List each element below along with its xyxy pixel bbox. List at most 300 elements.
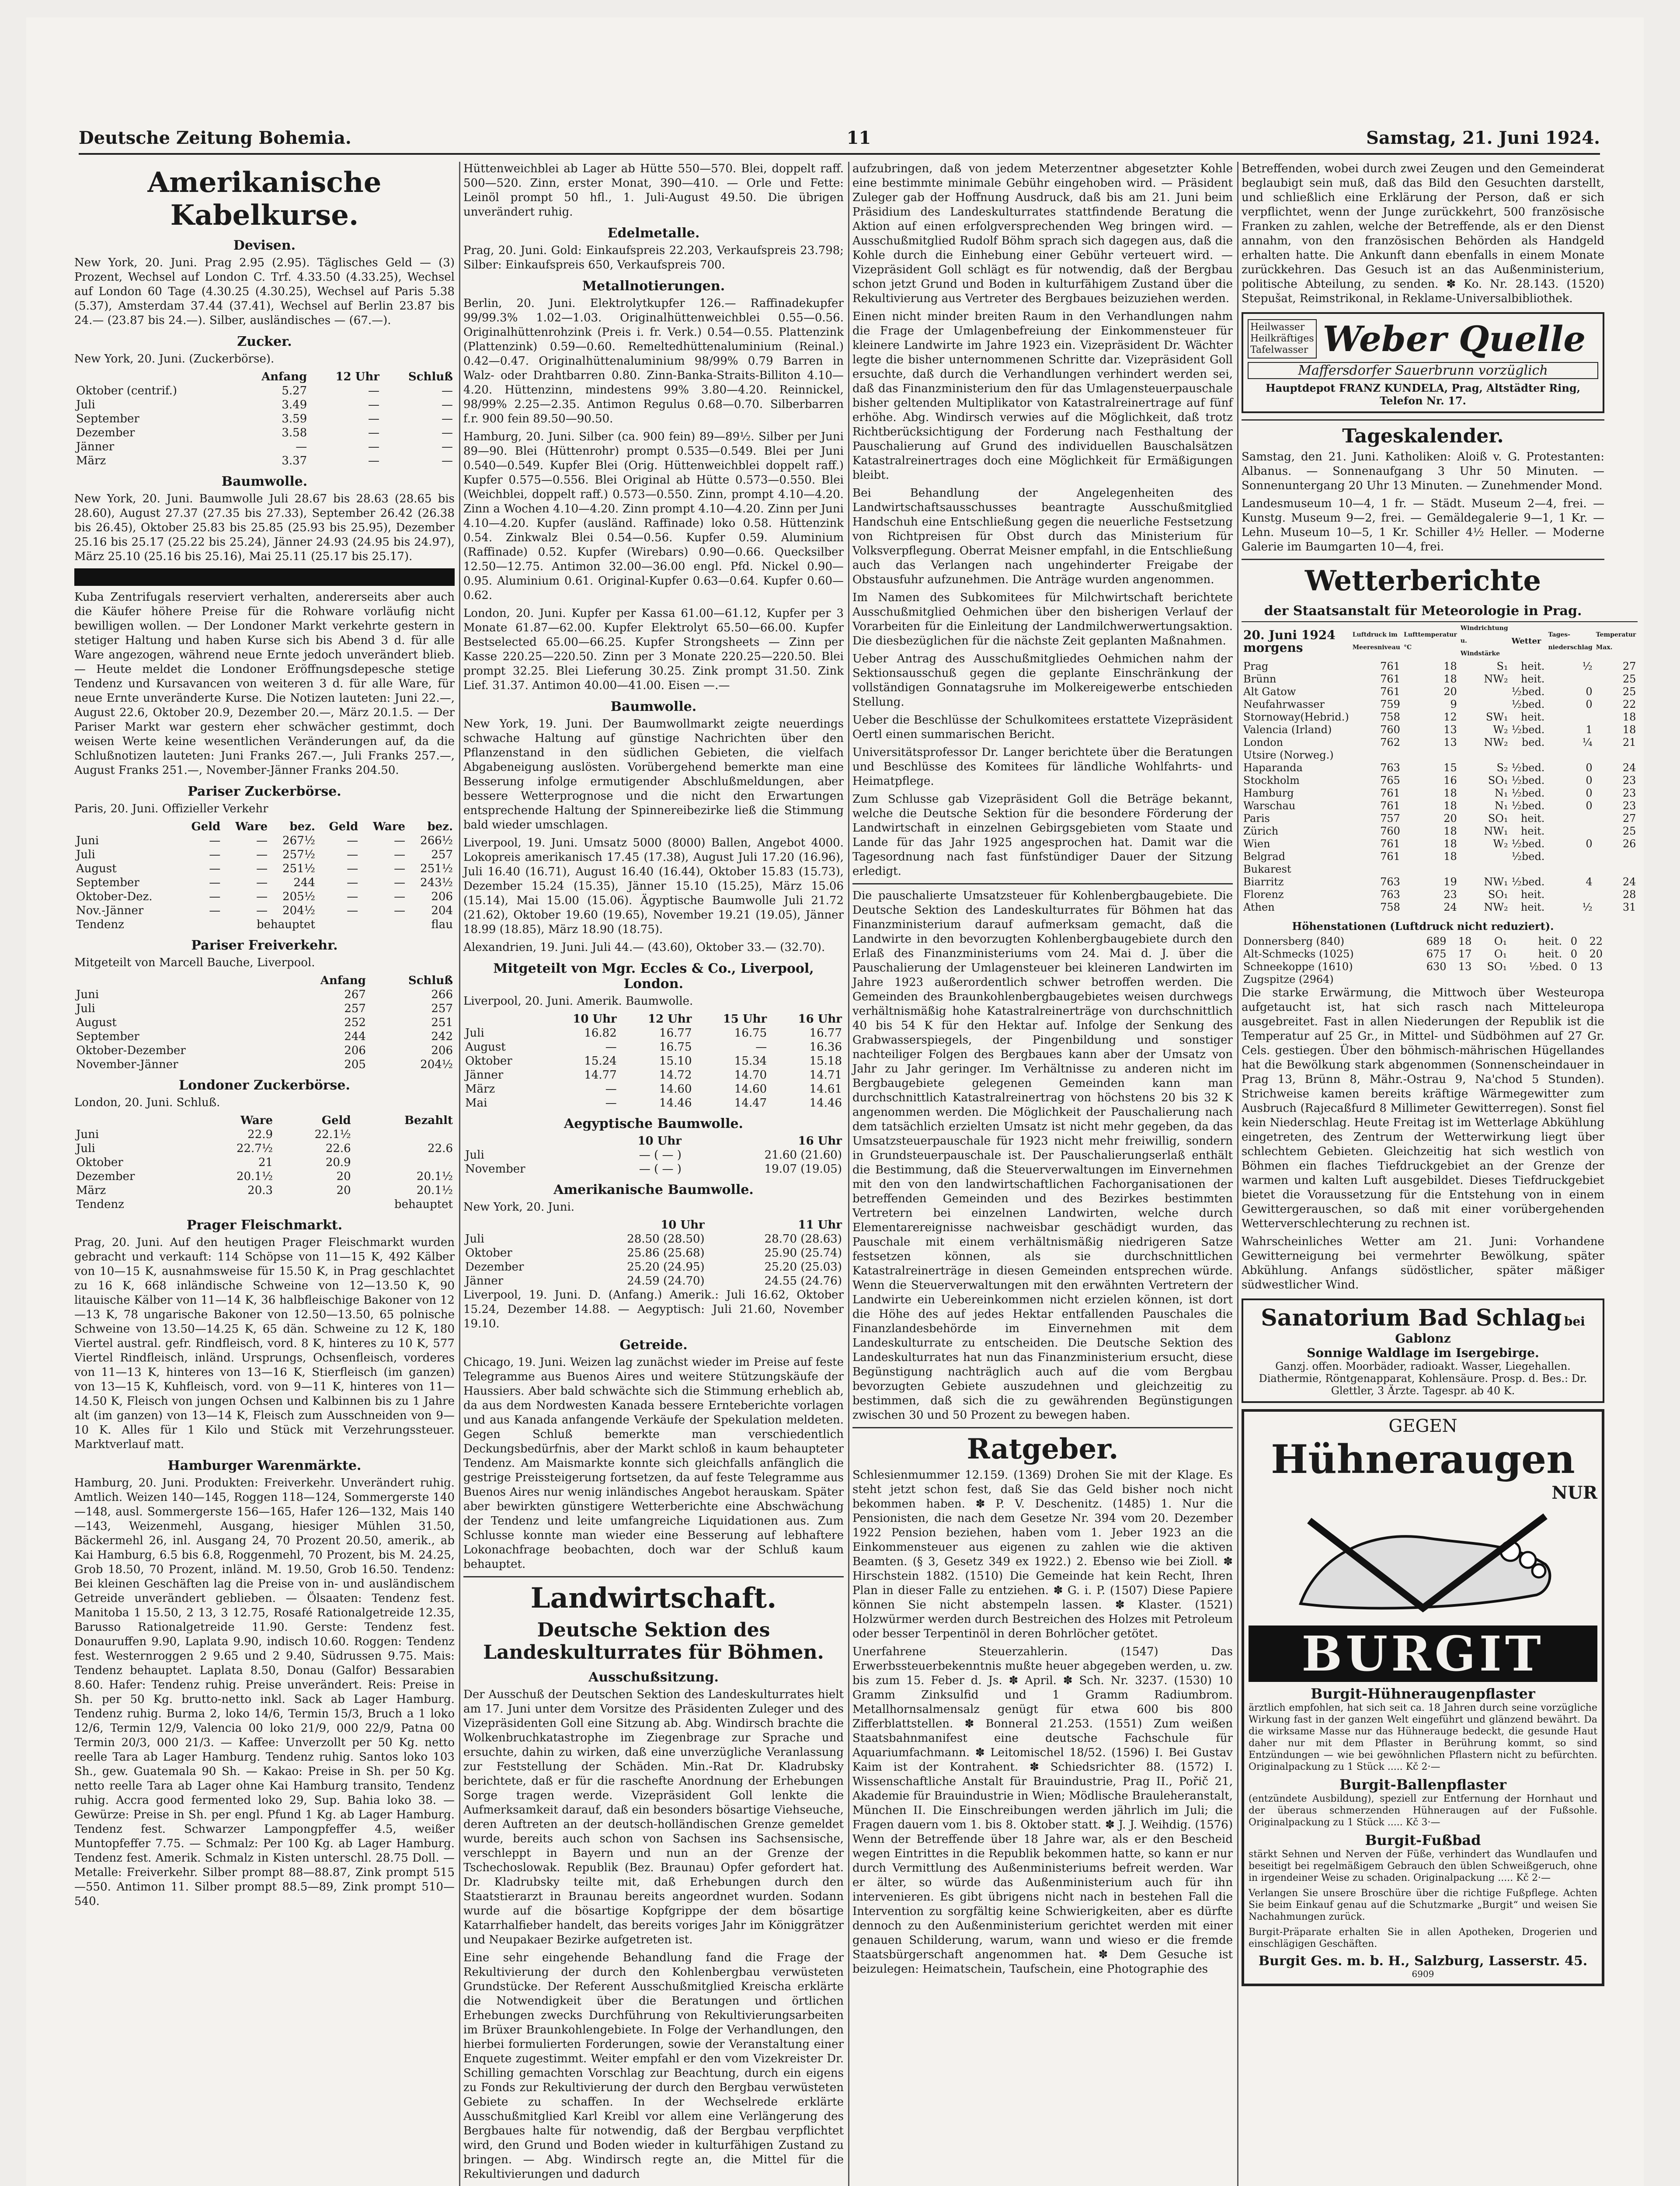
table-cell xyxy=(1546,863,1594,876)
table-cell: behauptet xyxy=(257,918,315,931)
table-cell: 20 xyxy=(1443,812,1457,825)
table-cell: 18 xyxy=(1622,711,1636,723)
table-header: Anfang xyxy=(320,974,366,987)
table-cell: 22.1½ xyxy=(314,1128,351,1141)
table-header: Windrichtung u. Windstärke xyxy=(1460,625,1508,657)
table-cell: August xyxy=(76,862,117,875)
table-header: 12 Uhr xyxy=(647,1013,692,1026)
table-cell: 20.1½ xyxy=(236,1170,273,1183)
table-cell: Hamburg xyxy=(1243,787,1294,799)
table-cell: SO₁ xyxy=(1488,888,1508,901)
table-cell: 18 xyxy=(1443,850,1457,863)
table-cell: 22 xyxy=(1622,698,1636,710)
table-cell xyxy=(1594,850,1638,863)
table-cell: Jänner xyxy=(76,440,115,453)
table-cell: S₁ xyxy=(1496,660,1508,672)
table-cell: 24.59 (24.70) xyxy=(627,1274,705,1288)
table-cell: Belgrad xyxy=(1243,850,1286,863)
zucker-table xyxy=(74,370,455,468)
table-cell: ¼ xyxy=(1582,736,1593,748)
table-header xyxy=(74,370,234,384)
table-cell: 17 xyxy=(1458,948,1472,960)
hoehenstationen-heading: Höhenstationen (Luftdruck nicht reduziert). xyxy=(1292,920,1554,933)
divider-rule xyxy=(1242,419,1604,421)
ambw-table xyxy=(463,1218,844,1288)
column-divider xyxy=(459,162,460,2186)
table-cell: heit. xyxy=(1538,948,1562,960)
divider-rule xyxy=(852,883,1233,884)
table-cell: 19 xyxy=(1443,876,1457,888)
table-cell: Wien xyxy=(1243,838,1270,850)
table-cell: Oktober xyxy=(465,1246,512,1260)
wetter-table-body xyxy=(1242,660,1638,914)
table-cell: Oktober xyxy=(76,1156,123,1169)
table-cell: NW₁ xyxy=(1484,876,1508,888)
table-cell: 758 xyxy=(1380,901,1400,913)
table-row xyxy=(74,398,455,412)
table-cell: 0 xyxy=(1586,800,1593,812)
ratgeber-text-2: Unerfahrene Steuerzahlerin. (1547) Das Erwerbssteuerbekenntnis mußte heuer abgegeben werden, u. zw. bis zum 15. Feber d. Js. ✽ April. ✽ Sch. Nr. 3237. (1530) 10 Gramm Zinksulfid und 1 Gramm Radiumbrom. Metallhornsalmensalz genügt für etwa 600 bis 800 Zifferblattstellen. ✽ Bonneral 21.253. (1551) Zum weißen Staatsbahnmanifest eine deutsche Fachschule für Aquariumfachmann. ✽ Leitomischel 18/52. (1596) I. Bei Gustav Kaim ist der Kontrahent. ✽ Schiedsrichter 88. (1572) I. Wissenschaftliche Anstalt für Brauindustrie, Prag II., Pořič 21, Akademie für Brauindustrie in Wien; Mödlische Brauleheranstalt, München II. Die Einschreibungen werden jährlich im Juli; die Fragen dauern vom 1. bis 8. Oktober statt. ✽ J. J. Weihdig. (1576) Wenn der Betreffende über 18 Jahre war, als er den Bescheid wegen Eintrittes in die Republik bekommen hatte, so kann er nur durch Vermittlung des Außenministeriums befreit werden. War er älter, so würde das Außenministerium auch für ihn intervenieren. Es gibt übrigens nicht nach in bestehen Fall die Intervention zu sorgfältig keine Schwierigkeiten, aber es dürfte dennoch zu den Außenministerium gerichtet werden mit einer genauen Schilderung, warum, wann und wieso er die fremde Staatsbürgerschaft angenommen hat. ✽ Dem Gesuche ist beizulegen: Heimatschein, Taufschein, eine Photographie des xyxy=(852,1645,1233,1976)
table-cell: heit. xyxy=(1520,660,1545,672)
column-2 xyxy=(463,162,844,2185)
ad-sanatorium-subtitle: Sonnige Waldlage im Isergebirge. xyxy=(1307,1346,1539,1360)
table-row xyxy=(463,1068,844,1082)
table-cell: Schneekoppe (1610) xyxy=(1243,961,1353,973)
table-cell: — xyxy=(368,384,379,397)
table-cell: 16.36 xyxy=(809,1041,842,1054)
ad-burgit-brochure-text: Verlangen Sie unsere Broschüre über die richtige Fußpflege. Achten Sie beim Einkauf genau auf die Schutzmarke „Burgit“ und weisen Sie Nachahmungen zurück. xyxy=(1249,1888,1597,1922)
table-cell: — xyxy=(347,834,358,847)
table-cell: 759 xyxy=(1380,698,1400,710)
table-cell: Utsire (Norweg.) xyxy=(1243,749,1334,761)
section-title-kabelkurse: Amerikanische Kabelkurse. xyxy=(147,166,382,232)
table-cell: 689 xyxy=(1426,935,1447,947)
table-cell: Oktober (centrif.) xyxy=(76,384,177,397)
table-cell: 27 xyxy=(1622,660,1636,672)
table-row xyxy=(74,384,455,398)
table-row xyxy=(463,1260,844,1274)
table-cell: 244 xyxy=(344,1030,366,1043)
table-cell: 22.7½ xyxy=(236,1142,273,1155)
ambw-subtitle: New York, 20. Juni. xyxy=(463,1201,575,1214)
table-cell xyxy=(1546,673,1594,686)
table-row xyxy=(1242,800,1638,812)
table-cell: 22.9 xyxy=(247,1128,273,1141)
table-cell: heit. xyxy=(1520,711,1545,723)
table-cell: SO₁ xyxy=(1488,774,1508,787)
table-cell: 14.71 xyxy=(809,1069,842,1082)
section-title-ratgeber: Ratgeber. xyxy=(967,1433,1119,1465)
table-cell: 206 xyxy=(431,1044,453,1057)
table-cell: Juli xyxy=(76,1002,95,1015)
table-row xyxy=(463,1148,844,1162)
table-row xyxy=(74,1058,455,1072)
table-cell: 25 xyxy=(1622,686,1636,698)
table-cell: 13 xyxy=(1589,961,1603,973)
table-cell xyxy=(1402,749,1459,762)
heading-edelmetalle: Edelmetalle. xyxy=(607,226,700,241)
table-cell: Juli xyxy=(76,1142,95,1155)
table-cell: ½bed. xyxy=(1511,876,1545,888)
wetter-table xyxy=(1242,621,1638,914)
table-row xyxy=(1242,888,1638,901)
getreide-text: Chicago, 19. Juni. Weizen lag zunächst wieder im Preise auf feste Telegramme aus Buenos Aires und weitere Stützungskäufe der Haussiers. Aber bald schwächte sich die Stimmung erheblich ab, da aus dem Nordwesten Kanada bessere Ernteberichte vorlagen und aus Kanada anfangende Verkäufe der Spekulation meldeten. Gegen Schluß bemerkte man verschiedentlich Deckungsbedürfnis, aber der Markt schloß in kaum behaupteter Tendenz. Am Maismarkte konnte sich gleichfalls anfänglich die gestrige Preissteigerung fortsetzen, da auf feste Telegramme aus Buenos Aires nur wenig inländisches Angebot herauskam. Später aber bewirkten günstigere Wetterberichte eine Abschwächung der Tendenz und leite umfangreiche Liquidationen aus. Zum Schlusse konnte man wieder eine Besserung auf lebhaftere Lokonachfrage beobachten, doch war der Schluß kaum behauptet. xyxy=(463,1356,844,1571)
table-cell: — xyxy=(256,890,268,903)
table-row xyxy=(1242,973,1604,986)
table-cell: 20.3 xyxy=(247,1184,273,1197)
table-cell: 763 xyxy=(1380,762,1400,774)
table-cell: Juni xyxy=(76,834,99,847)
table-cell: flau xyxy=(431,918,453,931)
table-cell: 205½ xyxy=(282,890,315,903)
table-cell: 205 xyxy=(344,1058,366,1071)
table-cell: — xyxy=(209,890,221,903)
heading-metallnotierungen: Metallnotierungen. xyxy=(582,278,725,294)
table-cell: November-Jänner xyxy=(76,1058,178,1071)
table-row xyxy=(1242,686,1638,698)
hamburg-text: Hamburg, 20. Juni. Produkten: Freiverkehr. Unverändert ruhig. Amtlich. Weizen 140—145, Roggen 118—124, Sommergerste 140—148, ausl. Sommergerste 156—165, Hafer 126—132, Mais 140—143, Weizenmehl, Ausgang, hiesiger Mühlen 31.50, Bäckermehl 26, inl. Ausgang 24, 70 Prozent 20.50, amerik., ab Kai Hamburg, 6.5 bis 6.8, Roggenmehl, 70 Prozent, bis M. 24.25, Grob 18.50, 70 Prozent, inländ. M. 19.50, Grob 16.50. Tendenz: Bei kleinen Geschäften lag die Preise von in- und ausländischem Getreide unverändert geblieben. — Ölsaaten: Tendenz fest. Manitoba 1 15.50, 2 13, 3 12.75, Rosafé Rationalgetreide 12.35, Barusso Rationalgetreide 11.90. Gerste: Tendenz fest. Donauruffen 9.90, Laplata 9.90, indisch 10.60. Roggen: Tendenz fest. Westernroggen 2 9.65 und 2 9.40, Südrussen 9.75. Mais: Tendenz behauptet. Laplata 8.50, Donau (Galfor) Bessarabien 8.60. Hafer: Tendenz ruhig. Preise unverändert. Reis: Preise in Sh. per 50 Kg. brutto-netto inkl. Sack ab Lager Hamburg. Tendenz ruhig. Burma 2, loko 14/6, Termin 15/3, Bruch a 1 loko 12/6, Termin 12/9, Valencia 00 loko 21/9, 000 22/9, Patna 00 Termin 20/3, 000 21/3. — Kaffee: Unverzollt per 50 Kg. netto reelle Tara ab Lager Hamburg. Tendenz ruhig. Santos loko 103 Sh., gew. Guatemala 90 Sh. — Kakao: Preise in Sh. per 50 Kg. netto reelle Tara ab Lager ohne Kai Hamburg transito, Tendenz ruhig. Accra good fermented loko 29, Sup. Bahia loko 38. — Gewürze: Preise in Sh. per engl. Pfund 1 Kg. ab Lager Hamburg. Tendenz fest. Schwarzer Lampongpfeffer 4.5, weißer Muntopfeffer 7.75. — Schmalz: Per 100 Kg. ab Lager Hamburg. Tendenz fest. Amerik. Schmalz in Kisten unterschl. 28.75 Doll. — Metalle: Freiverkehr. Silber prompt 88—88.87, Zink prompt 515—550. Antimon 11. Silber prompt 88.5—89, Zink prompt 510—540. xyxy=(74,1476,455,1908)
table-header: Schluß xyxy=(408,974,453,987)
table-cell: Dezember xyxy=(465,1260,524,1274)
freiverkehr-subtitle: Mitgeteilt von Marcell Bauche, Liverpool. xyxy=(74,956,315,969)
table-cell xyxy=(1546,850,1594,863)
table-cell: 20 xyxy=(1589,948,1603,960)
table-row xyxy=(74,454,455,468)
table-cell: W₂ xyxy=(1493,724,1508,736)
table-cell: — xyxy=(394,876,406,889)
landwirtschaft-subtitle: Deutsche Sektion des Landeskulturrates für Böhmen. xyxy=(483,1619,824,1664)
table-row xyxy=(1242,762,1638,774)
table-cell xyxy=(1448,973,1474,986)
table-header xyxy=(463,1012,543,1026)
table-cell: — xyxy=(368,454,379,467)
metall-hamburg-text: Hamburg, 20. Juni. Silber (ca. 900 fein) 89—89½. Silber per Juni 89—90. Blei (Hüttenrohr) prompt 0.535—0.549. Blei per Juni 0.540—0.549. Kupfer Blei (Orig. Hüttenweichblei doppelt raff.) Kupfer 0.575—0.556. Blei Original ab Hütte 0.573—0.550. Blei (Weichblei, doppelt raff.) 0.573—0.550. Zinn, prompt 4.10—4.20. Zinn a Wochen 4.10—4.20. Zinn prompt 4.10—4.20. Zinn per Juni 4.10—4.20. Kupfer (ausländ. Raffinade) loko 0.58. Hüttenzink 0.54. Zinkwalz Blei 0.54—0.56. Kupfer 0.59. Aluminium (Raffinade) 0.52. Kupfer (Wirebars) 0.90—0.66. Quecksilber 12.50—12.75. Antimon 32.00—36.00 engl. Pfd. Nickel 0.90—0.95. Aluminium 0.61. Original-Kupfer 0.63—0.64. Kupfer 0.60—0.62. xyxy=(463,430,844,602)
table-cell xyxy=(1413,973,1448,986)
table-cell: 765 xyxy=(1380,774,1400,787)
table-cell: — xyxy=(256,862,268,875)
table-row xyxy=(74,440,455,454)
table-cell: 257 xyxy=(431,1002,453,1015)
hoehen-table-body xyxy=(1242,935,1604,986)
table-cell xyxy=(1594,863,1638,876)
ad-burgit-code: 6909 xyxy=(1412,1969,1434,1979)
foot-illustration-icon xyxy=(1283,1503,1563,1626)
table-cell: 206 xyxy=(431,890,453,903)
table-cell: 761 xyxy=(1380,673,1400,685)
table-cell: O₁ xyxy=(1494,935,1507,947)
table-cell: ½ xyxy=(1582,660,1593,672)
table-cell: 204½ xyxy=(282,904,315,917)
table-cell: 20 xyxy=(1443,686,1457,698)
table-cell: Juli xyxy=(76,398,95,411)
table-cell: 25.20 (25.03) xyxy=(764,1260,842,1274)
table-cell: 16.77 xyxy=(809,1027,842,1040)
table-cell: 15 xyxy=(1443,762,1457,774)
heading-baumwolle: Baumwolle. xyxy=(221,474,308,489)
table-cell: Dezember xyxy=(76,426,135,439)
table-row xyxy=(463,1082,844,1096)
table-cell: — xyxy=(347,904,358,917)
table-cell: 5.27 xyxy=(282,384,307,397)
london-subtitle: London, 20. Juni. Schluß. xyxy=(74,1096,220,1109)
table-cell: 23 xyxy=(1622,787,1636,799)
table-cell: 26 xyxy=(1622,838,1636,850)
table-cell: — xyxy=(442,440,453,453)
table-cell: ½bed. xyxy=(1511,762,1545,774)
ad-burgit-fussbad-heading: Burgit-Fußbad xyxy=(1365,1832,1481,1848)
table-cell: Mai xyxy=(465,1096,487,1110)
table-row xyxy=(463,1274,844,1288)
black-divider-bar xyxy=(74,568,455,586)
table-row xyxy=(1242,698,1638,711)
table-cell: heit. xyxy=(1520,901,1545,913)
wetter-date: 20. Juni 1924 xyxy=(1243,627,1336,642)
table-cell: 206 xyxy=(344,1044,366,1057)
divider-rule xyxy=(463,1576,844,1577)
table-cell: Tendenz xyxy=(76,918,124,931)
table-cell: Valencia (Irland) xyxy=(1243,724,1332,736)
table-cell: 13 xyxy=(1443,724,1457,736)
table-cell: SO₁ xyxy=(1488,812,1508,825)
edelmetalle-text: Prag, 20. Juni. Gold: Einkaufspreis 22.203, Verkaufspreis 23.798; Silber: Einkaufspreis 650, Verkaufspreis 700. xyxy=(463,244,844,272)
page-header xyxy=(79,122,1600,155)
table-cell: N₁ xyxy=(1494,787,1508,799)
table-cell: Brünn xyxy=(1243,673,1277,685)
table-cell: 9 xyxy=(1450,698,1457,710)
table-cell: — xyxy=(347,876,358,889)
table-cell: Biarritz xyxy=(1243,876,1284,888)
table-row xyxy=(1242,711,1638,724)
table-cell: 242 xyxy=(431,1030,453,1043)
landwirtschaft-continued-6: Ueber die Beschlüsse der Schulkomitees erstattete Vizepräsident Oertl einen summarischen Bericht. xyxy=(852,714,1233,741)
table-cell xyxy=(1473,973,1509,986)
table-row xyxy=(463,1096,844,1110)
table-cell: 31 xyxy=(1622,901,1636,913)
table-cell: — xyxy=(368,412,379,425)
table-row xyxy=(463,1246,844,1260)
table-cell xyxy=(1546,825,1594,838)
table-cell: — xyxy=(605,1096,617,1110)
landwirtschaft-subheading: Ausschußsitzung. xyxy=(588,1670,719,1685)
heading-aegyptische-baumwolle: Aegyptische Baumwolle. xyxy=(563,1116,743,1131)
table-cell: 266 xyxy=(431,988,453,1001)
table-cell: 14.61 xyxy=(809,1083,842,1096)
table-cell: 22.6 xyxy=(428,1142,453,1155)
table-row xyxy=(1242,935,1604,948)
table-cell: 763 xyxy=(1380,876,1400,888)
table-cell: Juli xyxy=(76,848,95,861)
table-cell: SW₁ xyxy=(1485,711,1508,723)
table-row xyxy=(74,1002,455,1016)
table-header: Anfang xyxy=(261,370,307,383)
table-cell: 761 xyxy=(1380,850,1400,863)
table-cell: Tendenz xyxy=(76,1198,124,1211)
table-cell: Alt-Schmecks (1025) xyxy=(1243,948,1354,960)
table-cell: 3.37 xyxy=(282,454,307,467)
column-3 xyxy=(852,162,1233,1980)
table-cell: — xyxy=(442,426,453,439)
table-header: Geld xyxy=(329,820,358,833)
table-cell: — xyxy=(442,384,453,397)
table-cell: Paris xyxy=(1243,812,1270,825)
ad-sanatorium-title: Sanatorium Bad Schlag xyxy=(1261,1305,1562,1331)
ambw-liverpool-text: Liverpool, 19. Juni. D. (Anfang.) Amerik.: Juli 16.62, Oktober 15.24, Dezember 14.88. — Aegyptisch: Juli 21.60, November 19.10. xyxy=(463,1288,844,1330)
table-header: 10 Uhr xyxy=(661,1218,705,1232)
table-cell: heit. xyxy=(1520,825,1545,837)
table-row xyxy=(463,1040,844,1054)
table-row xyxy=(1242,948,1604,961)
table-cell: — ( — ) xyxy=(639,1149,682,1162)
fleischmarkt-text: Prag, 20. Juni. Auf den heutigen Prager Fleischmarkt wurden gebracht und verkauft: 114 Schöpse von 11—15 K, 492 Kälber von 10—15 K, ausnahmsweise für 15.50 K, in Prag geschlachtet zu 16 K, 668 inländische Schweine von 12—13.50 K, 90 litauische Kälber von 11—14 K, 36 halbfleischige Bakoner von 12—13 K, 78 ungarische Bakoner von 12.50—13.50, 65 polnische Schweine von 13.50—14.25 K, 65 dän. Schweine zu 12 K, 180 Viertel austral. gefr. Rindfleisch, vord. 8 K, hinteres zu 10 K, 577 Viertel Rindfleisch, inländ. Ursprungs, Ochsenfleisch, vorderes von 11—13 K, hinteres von 13—16 K, Stierfleisch (im ganzen) von 13—15 K, Kuhfleisch, vord. von 9—11 K, hinteres von 11—14.50 K, Fleisch von jungen Ochsen und Kalbinnen bis zu 1 Jahre alt (im ganzen) von 13—14 K, Fleisch zum Ausschneiden von 9—10 K. Alles für 1 Kilo und Stück mit Verzehrungssteuer. Marktverlauf matt. xyxy=(74,1236,455,1451)
table-cell: 13 xyxy=(1443,736,1457,748)
table-cell xyxy=(1510,863,1547,876)
baumwolle-liverpool-text: Liverpool, 19. Juni. Umsatz 5000 (8000) Ballen, Angebot 4000. Lokopreis amerikanisch 17.45 (17.38), August Juli 17.20 (16.96), Juli 16.40 (16.71), August 16.40 (16.44), Oktober 15.83 (15.73), Dezember 15.24 (15.35), Jänner 15.10 (15.25), März 15.06 (15.14), Mai 15.00 (15.06). Ägyptische Baumwolle Juli 21.72 (21.62), Oktober 19.60 (19.65), November 19.21 (19.05), Jänner 18.99 (18.85), März 18.90 (18.75). xyxy=(463,836,844,936)
column-1 xyxy=(74,162,455,1912)
kuba-text: Kuba Zentrifugals reserviert verhalten, andererseits aber auch die Käufer höhere Preise für die Rohware vorläufig nicht bewilligen wollen. — Der Londoner Markt verkehrte gestern in stetiger Haltung und haben Kurse sich bis Abend 3 d. für alle Ware angezogen, während neue Ernte jedoch unverändert blieb. — Heute meldet die Londoner Eröffnungsdepesche stetige Tendenz und Kursavancen von weiteren 3 d. für alle Ware, für neue Ernte unveränderte Kurse. Die Notizen lauteten: Juni 22.—, August 22.6, Oktober 20.9, Dezember 20.—, März 20.1.5. — Der Pariser Markt war gestern eher schwächer gestimmt, doch weisen Werte keine wesentlichen Veränderungen auf, da die Schlußnotizen lauteten: Juni Franks 267.—, Juli Franks 257.—, August Franks 251.—, November-Jänner Franks 204.50. xyxy=(74,591,455,777)
metall-london-text: London, 20. Juni. Kupfer per Kassa 61.00—61.12, Kupfer per 3 Monate 61.87—62.00. Kupfer Elektrolyt 65.50—66.00. Kupfer Bestselected 65.00—66.25. Kupfer Strongsheets — Zinn per Kasse 220.25—220.50. Zinn per 3 Monate 220.25—220.50. Blei prompt 32.25. Blei Lieferung 30.25. Zink prompt 31.50. Zink Lief. 31.37. Antimon 40.00—41.00. Eisen —.— xyxy=(463,607,844,692)
table-cell: 3.58 xyxy=(282,426,307,439)
table-row xyxy=(74,848,455,862)
table-row xyxy=(74,1170,455,1184)
table-cell: 25.20 (24.95) xyxy=(627,1260,705,1274)
table-cell: Stornoway(Hebrid.) xyxy=(1243,711,1349,723)
table-cell xyxy=(353,1156,455,1170)
table-row xyxy=(1242,961,1604,973)
table-cell: März xyxy=(76,454,106,467)
table-header: Ware xyxy=(373,820,406,833)
table-cell: Bukarest xyxy=(1243,863,1291,875)
table-cell: Juli xyxy=(465,1232,484,1246)
table-row xyxy=(74,1030,455,1044)
table-cell: März xyxy=(76,1184,106,1197)
table-cell: 0 xyxy=(1570,935,1578,947)
table-cell: ½bed. xyxy=(1529,961,1562,973)
ad-sanatorium-location: bei Gablonz xyxy=(1395,1314,1585,1346)
table-cell: — xyxy=(347,848,358,861)
table-cell: — xyxy=(755,1041,767,1054)
table-row xyxy=(1242,876,1638,888)
table-cell: heit. xyxy=(1538,935,1562,947)
table-header: Geld xyxy=(191,820,221,833)
table-cell: August xyxy=(465,1041,506,1054)
table-cell: 15.10 xyxy=(659,1055,692,1068)
table-row xyxy=(74,426,455,440)
table-cell xyxy=(1459,850,1510,863)
heading-pariser-freiverkehr: Pariser Freiverkehr. xyxy=(191,938,338,953)
table-cell: 13 xyxy=(1458,961,1472,973)
table-cell: 14.60 xyxy=(734,1083,767,1096)
table-cell: 757 xyxy=(1380,812,1400,825)
table-cell: 1 xyxy=(1586,724,1593,736)
table-cell: — xyxy=(209,904,221,917)
table-header: bez. xyxy=(427,820,453,833)
table-cell: 18 xyxy=(1443,825,1457,837)
table-cell: 20 xyxy=(336,1170,351,1183)
table-cell: Athen xyxy=(1243,901,1275,913)
table-cell: Oktober-Dezember xyxy=(76,1044,186,1057)
table-cell: 0 xyxy=(1586,787,1593,799)
ad-burgit-availability-text: Burgit-Präparate erhalten Sie in allen Apotheken, Drogerien und einschlägigen Geschäften. xyxy=(1249,1927,1597,1949)
table-header xyxy=(463,1134,589,1148)
landwirtschaft-continued-3: Bei Behandlung der Angelegenheiten des Landwirtschaftsausschusses beantragte Ausschußmitglied Handschuh eine Entschließung gegen die neuerliche Festsetzung von Richtpreisen für Obst durch das Ministerium für Volksverpflegung. Oberrat Meisner empfahl, in die Entschließung auch das Verlangen nach ungehinderter Freigabe der Obstausfuhr aufzunehmen. Die Anträge wurden angenommen. xyxy=(852,487,1233,586)
header-date: Samstag, 21. Juni 1924. xyxy=(1366,127,1600,148)
table-cell: ½bed. xyxy=(1511,698,1545,710)
table-cell: 14.70 xyxy=(734,1069,767,1082)
table-cell: 22.6 xyxy=(325,1142,351,1155)
table-cell: — xyxy=(442,454,453,467)
table-header xyxy=(74,974,279,988)
table-cell: 0 xyxy=(1586,762,1593,774)
table-cell: 18 xyxy=(1443,800,1457,812)
table-cell: heit. xyxy=(1520,888,1545,901)
table-row xyxy=(1242,838,1638,850)
table-cell: 22 xyxy=(1589,935,1603,947)
landwirtschaft-continued-5: Ueber Antrag des Ausschußmitgliedes Oehmichen nahm der Sektionsausschuß gegen die geplante Einschränkung der vollständigen Gonnatagsruhe im Molkereigewerbe entschieden Stellung. xyxy=(852,652,1233,709)
paris-table xyxy=(74,820,455,932)
table-cell xyxy=(1546,749,1594,762)
table-header: Ware xyxy=(240,1114,273,1127)
table-cell: NW₂ xyxy=(1484,901,1508,913)
aegyptische-table xyxy=(463,1134,844,1176)
table-header: 10 Uhr xyxy=(573,1013,617,1026)
table-cell xyxy=(1351,863,1402,876)
table-cell: 23 xyxy=(1622,774,1636,787)
table-cell: 28 xyxy=(1622,888,1636,901)
table-row xyxy=(74,1197,455,1211)
table-header: 10 Uhr xyxy=(637,1135,682,1148)
table-cell: 14.47 xyxy=(734,1096,767,1110)
table-cell: November xyxy=(465,1163,525,1176)
table-cell: 15.18 xyxy=(809,1055,842,1068)
table-cell: 14.77 xyxy=(584,1069,617,1082)
table-cell: 16.77 xyxy=(659,1027,692,1040)
table-cell: 3.59 xyxy=(282,412,307,425)
table-cell: ½bed. xyxy=(1511,686,1545,698)
table-row xyxy=(463,1054,844,1068)
column-divider xyxy=(1237,162,1238,2186)
table-cell: 20 xyxy=(336,1184,351,1197)
table-cell: 761 xyxy=(1380,838,1400,850)
table-cell: 0 xyxy=(1570,948,1578,960)
table-cell: ½ xyxy=(1582,901,1593,913)
landwirtschaft-continued-1: aufzubringen, daß von jedem Meterzentner abgesetzter Kohle eine bestimmte minimale Gebühr eingehoben wird. — Präsident Zuleger gab der Hoffnung Ausdruck, daß bis am 21. Juni beim Präsidium des Landeskulturrates stattfindende Beratung die Aktion auf einen erfolgversprechenden Weg bringen wird. — Ausschußmitglied Rudolf Böhm sprach sich dagegen aus, daß die Kohle durch die Einhebung einer Gebühr verteuert wird. — Vizepräsident Goll schlägt es für notwendig, daß der Bergbau schon jetzt Grund und Boden in kulturfähigem Zustand über die Rekultivierung aus Vertreter des Bergbaues beizuziehen werden. xyxy=(852,162,1233,305)
table-header: Temperatur Max. xyxy=(1596,631,1636,651)
london-table xyxy=(74,1114,455,1211)
table-row xyxy=(74,862,455,876)
table-cell: 251½ xyxy=(282,862,315,875)
table-cell: — xyxy=(256,834,268,847)
table-cell: — xyxy=(368,426,379,439)
table-cell: 21.60 (21.60) xyxy=(764,1149,842,1162)
table-cell: Stockholm xyxy=(1243,774,1300,787)
table-row xyxy=(1242,787,1638,800)
table-cell: — xyxy=(394,862,406,875)
table-row xyxy=(1242,660,1638,673)
table-cell: 25.90 (25.74) xyxy=(764,1246,842,1260)
table-cell: 18 xyxy=(1443,787,1457,799)
table-cell: S₂ xyxy=(1496,762,1508,774)
kalender-text-1: Samstag, den 21. Juni. Katholiken: Aloiß v. G. Protestanten: Albanus. — Sonnenaufgang 3 Uhr 50 Minuten. — Sonnenuntergang 20 Uhr 13 Minuten. — Zunehmender Mond. xyxy=(1242,450,1604,492)
table-cell: N₁ xyxy=(1494,800,1508,812)
table-cell: August xyxy=(76,1016,117,1029)
table-row xyxy=(74,904,455,918)
table-cell: 25 xyxy=(1622,825,1636,837)
landwirtschaft-continued-8: Zum Schlusse gab Vizepräsident Goll die Beträge bekannt, welche die Deutsche Sektion für die besondere Förderung der Landwirtschaft in einzelnen Gebirgsgebieten vom Staate und Lande für das Jahr 1925 angesprochen hat. Damit war die Tagesordnung nach fast fünfstündiger Dauer der Sitzung erledigt. xyxy=(852,793,1233,878)
table-cell: heit. xyxy=(1520,673,1545,685)
table-cell: 16.75 xyxy=(734,1027,767,1040)
table-cell: W₂ xyxy=(1493,838,1508,850)
heading-amerikanische-baumwolle: Amerikanische Baumwolle. xyxy=(553,1182,754,1197)
